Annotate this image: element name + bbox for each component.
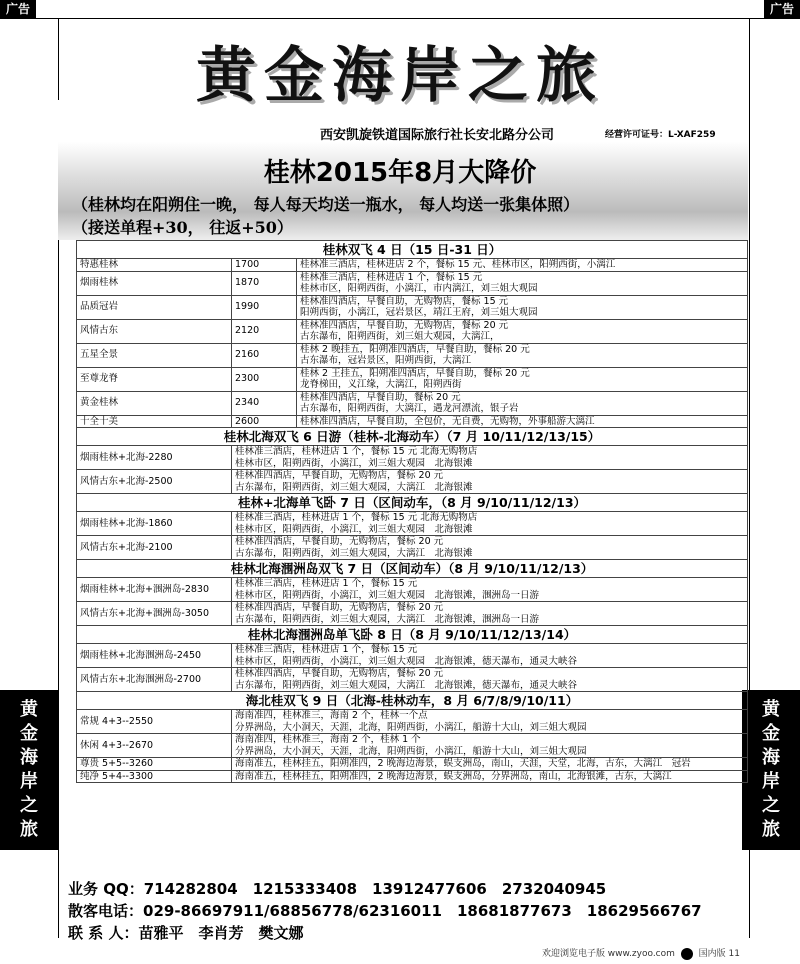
description-line: 阳朔西街，小漓江，冠岩景区，靖江王府，刘三姐大观园 (300, 307, 538, 318)
description-line: 桂林准三酒店，桂林进店 1 个，餐标 15 元 (235, 578, 418, 589)
description-line: 桂林 2 晚挂五，阳朔准四酒店，早餐自助，餐标 20 元 (300, 343, 530, 355)
tour-name: 常规 4+3--2550 (77, 710, 232, 734)
tour-description (232, 668, 748, 692)
description-line: 海南准五，桂林挂五，阳朔准四，2 晚海边海景，蜈支洲岛，南山，天涯，天堂，北海，古东，大漓江 冠岩 (235, 758, 691, 769)
tour-description (232, 758, 748, 771)
table-row (77, 602, 748, 626)
description-line: 分界洲岛，大小洞天，天涯，北海，阳朔西街，小漓江，船游十大山，刘三姐大观园 (235, 745, 587, 757)
description-line: 古东瀑布，阳朔西街，刘三姐大观园，大漓江， (300, 331, 500, 342)
description-line: 桂林准四酒店，早餐自助，无购物店，餐标 20 元 (235, 536, 444, 547)
tour-description (297, 319, 748, 343)
tour-description (297, 271, 748, 295)
description-line: 桂林市区，阳朔西街，小漓江，刘三姐大观园 北海银滩，涠洲岛一日游 (235, 589, 540, 601)
tour-description (232, 512, 748, 536)
tour-name: 至尊龙脊 (77, 367, 232, 391)
tour-name: 烟雨桂林 (77, 271, 232, 295)
table-row (77, 271, 748, 295)
side-tab-right: 黄 金 海 岸 之 旅 (742, 690, 800, 850)
contact-person-row: 联 系 人：苗雅平 李肖芳 樊文娜 (68, 924, 304, 942)
description-line: 桂林市区，阳朔西街，小漓江，市内漓江，刘三姐大观园 (300, 283, 538, 294)
section-heading-row (77, 626, 748, 644)
note-line-2: （接送单程+30， 往返+50） (72, 218, 293, 237)
section-heading-row (77, 494, 748, 512)
table-row (77, 295, 748, 319)
tour-price: 2120 (232, 319, 297, 343)
tour-description (232, 602, 748, 626)
tour-name: 风情古东 (77, 319, 232, 343)
tour-description (232, 734, 748, 758)
section-heading: 海北桂双飞 9 日（北海-桂林动车，8 月 6/7/8/9/10/11） (77, 692, 748, 710)
description-line: 古东瀑布，阳朔西街，刘三姐大观园，大漓江 北海银滩 (235, 481, 473, 493)
section-heading-row (77, 560, 748, 578)
tour-description (297, 259, 748, 272)
tour-price: 1870 (232, 271, 297, 295)
agency-name: 西安凯旋铁道国际旅行社长安北路分公司 (320, 128, 555, 143)
tour-price: 2300 (232, 367, 297, 391)
description-line: 桂林准三酒店，桂林进店 2 个，餐标 15 元、桂林市区，阳朔西街，小漓江 (300, 259, 616, 270)
section-heading: 桂林+北海单飞卧 7 日（区间动车，（8 月 9/10/11/12/13） (77, 494, 748, 512)
description-line: 古东瀑布，冠岩景区，阳朔西街，大漓江 (300, 355, 472, 366)
table-row (77, 367, 748, 391)
description-line: 古东瀑布，阳朔西街，大漓江，遇龙河漂流，银子岩 (300, 403, 519, 414)
tour-name: 十全十美 (77, 415, 232, 428)
section-heading: 桂林北海涠洲岛单飞卧 8 日（8 月 9/10/11/12/13/14） (77, 626, 748, 644)
description-line: 海南准五，桂林挂五，阳朔准四，2 晚海边海景，蜈支洲岛，分界洲岛，南山，北海银滩，古东，大漓江 (235, 770, 672, 782)
table-row (77, 668, 748, 692)
tour-description (232, 446, 748, 470)
logo-icon (681, 948, 693, 960)
table-row (77, 446, 748, 470)
description-line: 海南准四，桂林准三，海南 2 个，桂林 1 个 (235, 734, 421, 745)
description-line: 桂林市区，阳朔西街，小漓江，刘三姐大观园 北海银滩，德天瀑布，通灵大峡谷 (235, 655, 578, 667)
tour-name: 风情古东+北海-2100 (77, 536, 232, 560)
tour-description (232, 470, 748, 494)
table-row (77, 319, 748, 343)
tour-price: 1990 (232, 295, 297, 319)
tour-name: 五星全景 (77, 343, 232, 367)
tour-description (297, 343, 748, 367)
tour-name: 品质冠岩 (77, 295, 232, 319)
description-line: 龙脊梯田，义江缘，大漓江，阳朔西街 (300, 379, 462, 390)
description-line: 桂林准三酒店，桂林进店 1 个，餐标 15 元 (300, 271, 483, 283)
tour-name: 风情古东+北海-2500 (77, 470, 232, 494)
description-line: 桂林市区，阳朔西街，小漓江，刘三姐大观园 北海银滩 (235, 523, 473, 535)
description-line: 古东瀑布，阳朔西街，刘三姐大观园，大漓江 北海银滩 (235, 547, 473, 559)
qq-row: 业务 QQ：714282804 1215333408 13912477606 2732040945 (68, 880, 607, 898)
headline: 桂林2015年8月大降价 (263, 158, 537, 188)
tour-description (232, 770, 748, 783)
tour-price: 2160 (232, 343, 297, 367)
table-row (77, 734, 748, 758)
table-row (77, 578, 748, 602)
ad-label-left: 广告 (0, 0, 36, 18)
tour-description (297, 295, 748, 319)
section-heading-row (77, 692, 748, 710)
table-row (77, 470, 748, 494)
phone-row: 散客电话：029-86697911/68856778/62316011 18681877673 18629566767 (68, 902, 702, 920)
tour-price-table-container (76, 240, 748, 783)
description-line: 桂林准四酒店，早餐自助，餐标 20 元 (300, 391, 461, 403)
page-title: 黄金海岸之旅 (196, 41, 604, 111)
tour-name: 尊贵 5+5--3260 (77, 758, 232, 771)
section-heading: 桂林北海双飞 6 日游（桂林-北海动车）（7 月 10/11/12/13/15） (77, 428, 748, 446)
tour-description (232, 644, 748, 668)
tour-name: 烟雨桂林+北海涠洲岛-2450 (77, 644, 232, 668)
description-line: 桂林准四酒店，早餐自助，全包价，无自费，无购物，外事船游大漓江 (300, 415, 595, 427)
tour-price-table (77, 241, 748, 783)
section-heading: 桂林双飞 4 日（15 日-31 日） (77, 241, 748, 259)
section-heading-row (77, 428, 748, 446)
table-row (77, 415, 748, 428)
section-heading: 桂林北海涠洲岛双飞 7 日（区间动车）（8 月 9/10/11/12/13） (77, 560, 748, 578)
description-line: 桂林 2 王挂五，阳朔准四酒店，早餐自助，餐标 20 元 (300, 367, 530, 379)
table-row (77, 259, 748, 272)
description-line: 桂林准四酒店，早餐自助，无购物店，餐标 20 元 (235, 602, 444, 613)
tour-name: 风情古东+北海+涠洲岛-3050 (77, 602, 232, 626)
description-line: 桂林准三酒店，桂林进店 1 个，餐标 15 元 北海无购物店 (235, 446, 478, 457)
tour-description (232, 578, 748, 602)
section-heading-row (77, 241, 748, 259)
table-row (77, 710, 748, 734)
tour-name: 烟雨桂林+北海+涠洲岛-2830 (77, 578, 232, 602)
tour-price: 1700 (232, 259, 297, 272)
note-line-1: （桂林均在阳朔住一晚， 每人每天均送一瓶水， 每人均送一张集体照） (72, 195, 580, 214)
tour-name: 休闲 4+3--2670 (77, 734, 232, 758)
description-line: 古东瀑布，阳朔西街，刘三姐大观园，大漓江 北海银滩，德天瀑布，通灵大峡谷 (235, 679, 578, 691)
tour-description (297, 367, 748, 391)
description-line: 桂林准四酒店，早餐自助，无购物店，餐标 15 元 (300, 295, 509, 307)
description-line: 古东瀑布，阳朔西街，刘三姐大观园，大漓江 北海银滩，涠洲岛一日游 (235, 613, 540, 625)
description-line: 分界洲岛，大小洞天，天涯，北海，阳朔西街，小漓江，船游十大山，刘三姐大观园 (235, 721, 587, 733)
tour-description (232, 536, 748, 560)
contact-block (68, 878, 702, 944)
ad-label-right: 广告 (764, 0, 800, 18)
description-line: 海南准四，桂林准三，海南 2 个，桂林一个点 (235, 710, 428, 721)
description-line: 桂林准三酒店，桂林进店 1 个，餐标 15 元 北海无购物店 (235, 512, 478, 523)
tour-price: 2600 (232, 415, 297, 428)
tour-name: 黄金桂林 (77, 391, 232, 415)
tour-name: 烟雨桂林+北海-1860 (77, 512, 232, 536)
table-row (77, 770, 748, 783)
side-tab-left: 黄 金 海 岸 之 旅 (0, 690, 58, 850)
license-number: 经营许可证号：L-XAF259 (605, 130, 716, 140)
description-line: 桂林准四酒店，早餐自助，无购物店，餐标 20 元 (235, 470, 444, 481)
description-line: 桂林准四酒店，早餐自助，无购物店，餐标 20 元 (300, 319, 509, 331)
table-row (77, 758, 748, 771)
description-line: 桂林市区，阳朔西街，小漓江，刘三姐大观园 北海银滩 (235, 457, 473, 469)
tour-description (297, 415, 748, 428)
tour-price: 2340 (232, 391, 297, 415)
table-row (77, 512, 748, 536)
description-line: 桂林准四酒店，早餐自助，无购物店，餐标 20 元 (235, 668, 444, 679)
tour-description (297, 391, 748, 415)
tour-name: 纯净 5+4--3300 (77, 770, 232, 783)
tour-name: 风情古东+北海涠洲岛-2700 (77, 668, 232, 692)
description-line: 桂林准三酒店，桂林进店 1 个，餐标 15 元 (235, 644, 418, 655)
table-row (77, 391, 748, 415)
table-row (77, 536, 748, 560)
tour-name: 烟雨桂林+北海-2280 (77, 446, 232, 470)
tour-description (232, 710, 748, 734)
table-row (77, 644, 748, 668)
table-row (77, 343, 748, 367)
page-footer: 欢迎浏览电子版 www.zyoo.com 国内版 11 (541, 949, 740, 959)
tour-name: 特惠桂林 (77, 259, 232, 272)
